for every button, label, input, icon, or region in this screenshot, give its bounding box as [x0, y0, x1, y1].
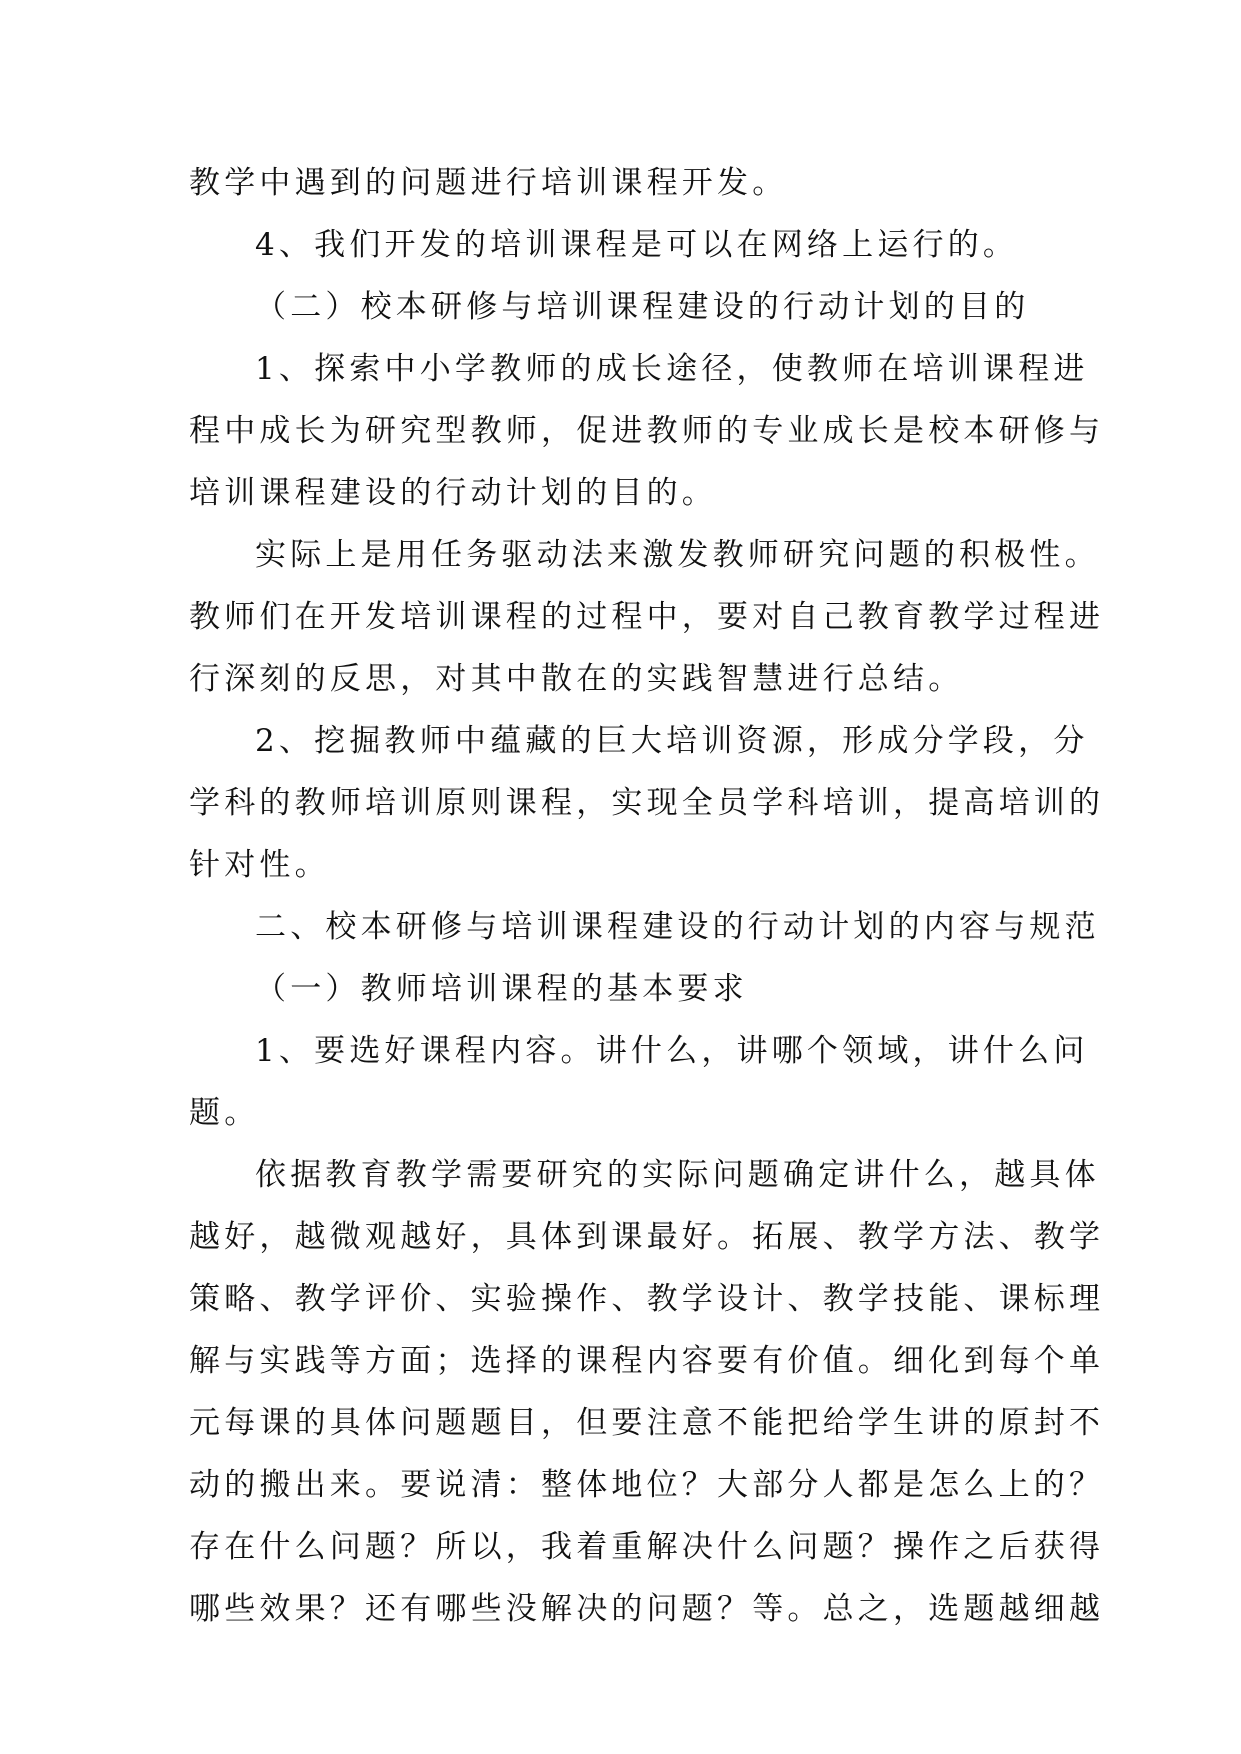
text-line-16: 题。: [189, 1095, 260, 1131]
section-heading-content-and-norms: 二、校本研修与培训课程建设的行动计划的内容与规范: [255, 909, 1100, 945]
text-line-7: 实际上是用任务驱动法来激发教师研究问题的积极性。: [255, 537, 1100, 573]
text-line-10: 2、挖掘教师中蕴藏的巨大培训资源，形成分学段，分: [255, 723, 1089, 759]
text-line-15: 1、要选好课程内容。讲什么，讲哪个领域，讲什么问: [255, 1033, 1089, 1069]
text-line-6: 培训课程建设的行动计划的目的。: [189, 475, 717, 511]
text-line-4: 1、探索中小学教师的成长途径，使教师在培训课程进: [255, 351, 1089, 387]
text-line-21: 元每课的具体问题题目，但要注意不能把给学生讲的原封不: [189, 1405, 1105, 1441]
text-line-2: 4、我们开发的培训课程是可以在网络上运行的。: [255, 227, 1019, 263]
text-line-11: 学科的教师培训原则课程，实现全员学科培训，提高培训的: [189, 785, 1105, 821]
text-line-23: 存在什么问题？所以，我着重解决什么问题？操作之后获得: [189, 1529, 1105, 1565]
text-line-1: 教学中遇到的问题进行培训课程开发。: [189, 165, 788, 201]
text-line-9: 行深刻的反思，对其中散在的实践智慧进行总结。: [189, 661, 964, 697]
text-line-22: 动的搬出来。要说清：整体地位？大部分人都是怎么上的？: [189, 1467, 1105, 1503]
text-line-8: 教师们在开发培训课程的过程中，要对自己教育教学过程进: [189, 599, 1105, 635]
text-line-5: 程中成长为研究型教师，促进教师的专业成长是校本研修与: [189, 413, 1105, 449]
text-line-17: 依据教育教学需要研究的实际问题确定讲什么，越具体: [255, 1157, 1100, 1193]
text-line-12: 针对性。: [189, 847, 330, 883]
document-body: [189, 152, 1105, 1640]
text-line-24: 哪些效果？还有哪些没解决的问题？等。总之，选题越细越: [189, 1591, 1105, 1627]
text-line-20: 解与实践等方面；选择的课程内容要有价值。细化到每个单: [189, 1343, 1105, 1379]
section-heading-2-objective: （二）校本研修与培训课程建设的行动计划的目的: [255, 289, 1030, 325]
text-line-18: 越好，越微观越好，具体到课最好。拓展、教学方法、教学: [189, 1219, 1105, 1255]
text-line-19: 策略、教学评价、实验操作、教学设计、教学技能、课标理: [189, 1281, 1105, 1317]
section-heading-basic-requirements: （一）教师培训课程的基本要求: [255, 971, 748, 1007]
